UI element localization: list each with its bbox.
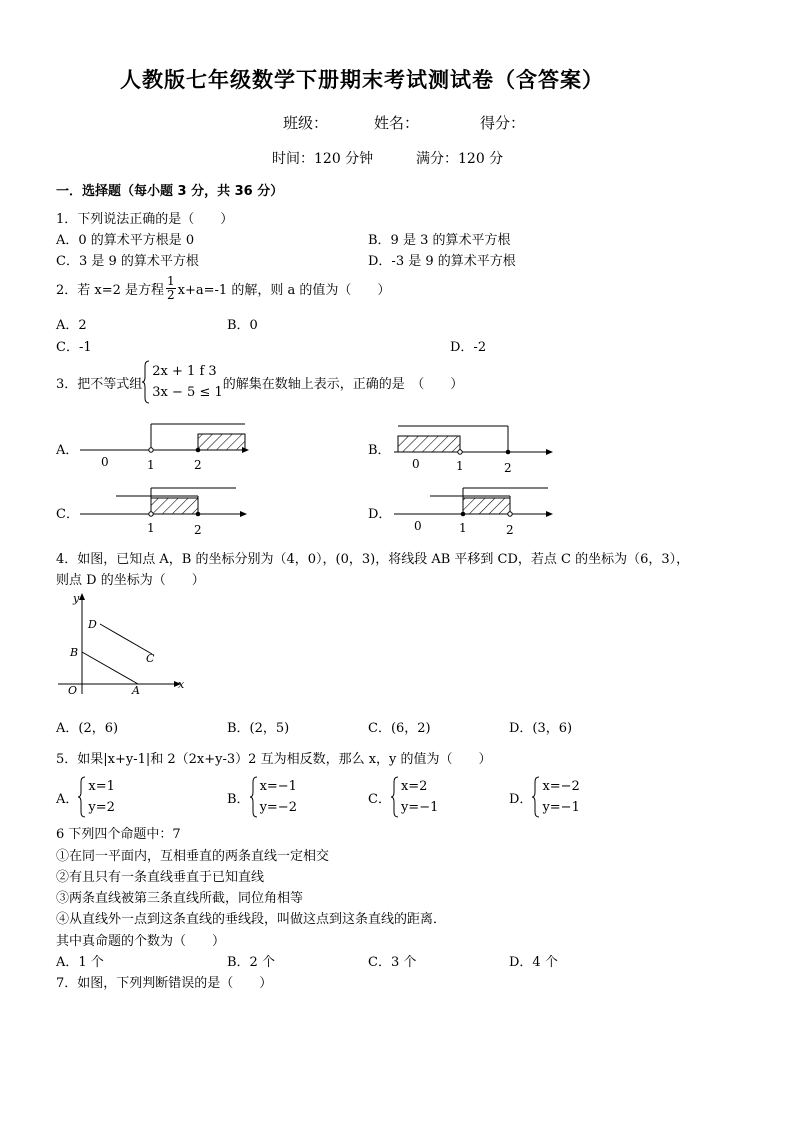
exam-time: 时间：120 分钟 [272, 151, 374, 167]
q6-option-b: B．2 个 [227, 955, 275, 970]
q3-d-tick-1: 1 [459, 521, 467, 535]
q4-option-a: A．(2，6) [56, 721, 119, 736]
q5-option-a-label: A． [56, 791, 79, 807]
q3-option-d-label: D． [368, 507, 392, 522]
q4-option-b: B．(2，5) [227, 721, 290, 736]
q3-option-c-figure [80, 488, 247, 537]
q4-point-c-label: C [146, 652, 155, 665]
q5-option-d-label: D． [509, 791, 533, 807]
q5-d-x: x=−2 [542, 779, 580, 794]
q3-stem [56, 360, 463, 404]
q6-option-d: D．4 个 [509, 955, 558, 970]
q6-question: 其中真命题的个数为（ ） [56, 934, 226, 949]
q1-option-c: C．3 是 9 的算术平方根 [56, 254, 199, 269]
q2-option-a: A．2 [56, 318, 87, 333]
q2-option-d: D．-2 [450, 340, 487, 355]
exam-full-score: 满分：120 分 [416, 151, 504, 167]
q2-stem-post: x+a=-1 的解，则 a 的值为（ ） [177, 283, 391, 298]
q4-point-a-label: A [132, 684, 140, 697]
name-label: 姓名： [374, 114, 420, 132]
q1-option-b: B．9 是 3 的算术平方根 [368, 233, 511, 248]
q3-stem-post: 的解集在数轴上表示，正确的是 （ ） [222, 376, 464, 392]
q3-a-tick-2: 2 [194, 458, 202, 472]
q1-option-d: D．-3 是 9 的算术平方根 [368, 254, 516, 269]
q6-proposition-1: ①在同一平面内，互相垂直的两条直线一定相交 [56, 849, 330, 864]
q5-b-y: y=−2 [259, 800, 297, 815]
q3-a-tick-0: 0 [101, 455, 109, 469]
score-label: 得分： [480, 114, 526, 132]
q4-x-axis-label: x [178, 678, 185, 691]
q5-d-y: y=−1 [542, 800, 580, 815]
left-brace-icon [78, 776, 86, 818]
q5-option-b [227, 776, 297, 818]
q3-inequality-1: 2x + 1 f 3 [152, 364, 217, 379]
q3-d-tick-2: 2 [506, 523, 514, 537]
q3-a-tick-1: 1 [147, 458, 155, 472]
q3-stem-pre: 3．把不等式组 [56, 376, 143, 392]
q2-option-c: C．-1 [56, 340, 92, 355]
q5-option-c-label: C． [368, 791, 391, 807]
q4-point-d-label: D [88, 618, 97, 631]
left-brace-icon [250, 776, 258, 818]
q3-inequality-system [142, 360, 222, 404]
q5-stem: 5．如果|x+y-1|和 2（2x+y-3）2 互为相反数，那么 x，y 的值为（ ） [56, 752, 492, 767]
q1-stem: 1．下列说法正确的是（ ） [56, 212, 234, 227]
q6-proposition-4: ④从直线外一点到这条直线的垂线段，叫做这点到这条直线的距离． [56, 912, 447, 927]
q3-c-tick-2: 2 [194, 523, 202, 537]
q4-coordinate-figure [54, 590, 194, 700]
q6-option-a: A．1 个 [56, 955, 104, 970]
q6-proposition-3: ③两条直线被第三条直线所截，同位角相等 [56, 891, 304, 906]
q4-point-b-label: B [70, 646, 79, 659]
q4-stem: 4．如图，已知点 A，B 的坐标分别为（4，0），(0，3)，将线段 AB 平移到 CD，若点 C 的坐标为（6，3）， [56, 552, 690, 567]
q5-option-c [368, 776, 438, 818]
q5-b-x: x=−1 [259, 779, 297, 794]
q4-origin-label: O [68, 684, 78, 697]
left-brace-icon [532, 776, 540, 818]
q6-proposition-2: ②有且只有一条直线垂直于已知直线 [56, 870, 265, 885]
q3-number-line-figures [50, 418, 770, 543]
q3-inequality-2: 3x − 5 ≤ 1 [152, 385, 223, 400]
q3-d-tick-0: 0 [414, 519, 422, 533]
left-brace-icon [142, 360, 150, 404]
section-heading: 一．选择题（每小题 3 分，共 36 分） [56, 184, 284, 199]
q6-option-c: C．3 个 [368, 955, 417, 970]
q3-b-tick-1: 1 [456, 459, 464, 473]
q2-stem-pre: 2．若 x=2 是方程 [56, 283, 165, 298]
q3-b-tick-2: 2 [504, 461, 512, 475]
q4-option-d: D．(3，6) [509, 721, 573, 736]
class-label: 班级： [283, 114, 329, 132]
q2-frac-den: 2 [167, 288, 175, 302]
q2-stem [56, 275, 390, 302]
q3-option-c-label: C． [56, 507, 79, 522]
left-brace-icon [391, 776, 399, 818]
q4-y-axis-label: y [73, 592, 80, 605]
q1-option-a: A．0 的算术平方根是 0 [56, 233, 195, 248]
q3-option-a-label: A． [56, 443, 79, 458]
q5-c-y: y=−1 [400, 800, 439, 815]
q3-option-d-figure [394, 488, 553, 537]
q4-option-c: C．(6，2) [368, 721, 431, 736]
q5-option-b-label: B． [227, 791, 250, 807]
q5-option-a [56, 776, 115, 818]
q7-stem: 7．如图，下列判断错误的是（ ） [56, 976, 273, 991]
q6-stem: 6 下列四个命题中：7 [56, 827, 181, 842]
q2-option-b: B．0 [227, 318, 258, 333]
q3-option-b-figure [394, 426, 553, 475]
q5-option-d [509, 776, 580, 818]
q2-fraction [166, 275, 176, 302]
q5-c-x: x=2 [400, 779, 428, 794]
q3-option-b-label: B． [368, 443, 391, 458]
page-title: 人教版七年级数学下册期末考试测试卷（含答案） [120, 68, 604, 92]
q5-a-y: y=2 [88, 800, 115, 815]
q5-a-x: x=1 [88, 779, 115, 794]
q3-c-tick-1: 1 [147, 521, 155, 535]
q3-option-a-figure [80, 424, 249, 472]
q2-frac-num: 1 [167, 274, 175, 288]
q4-stem-2: 则点 D 的坐标为（ ） [56, 573, 205, 588]
q3-b-tick-0: 0 [412, 457, 420, 471]
